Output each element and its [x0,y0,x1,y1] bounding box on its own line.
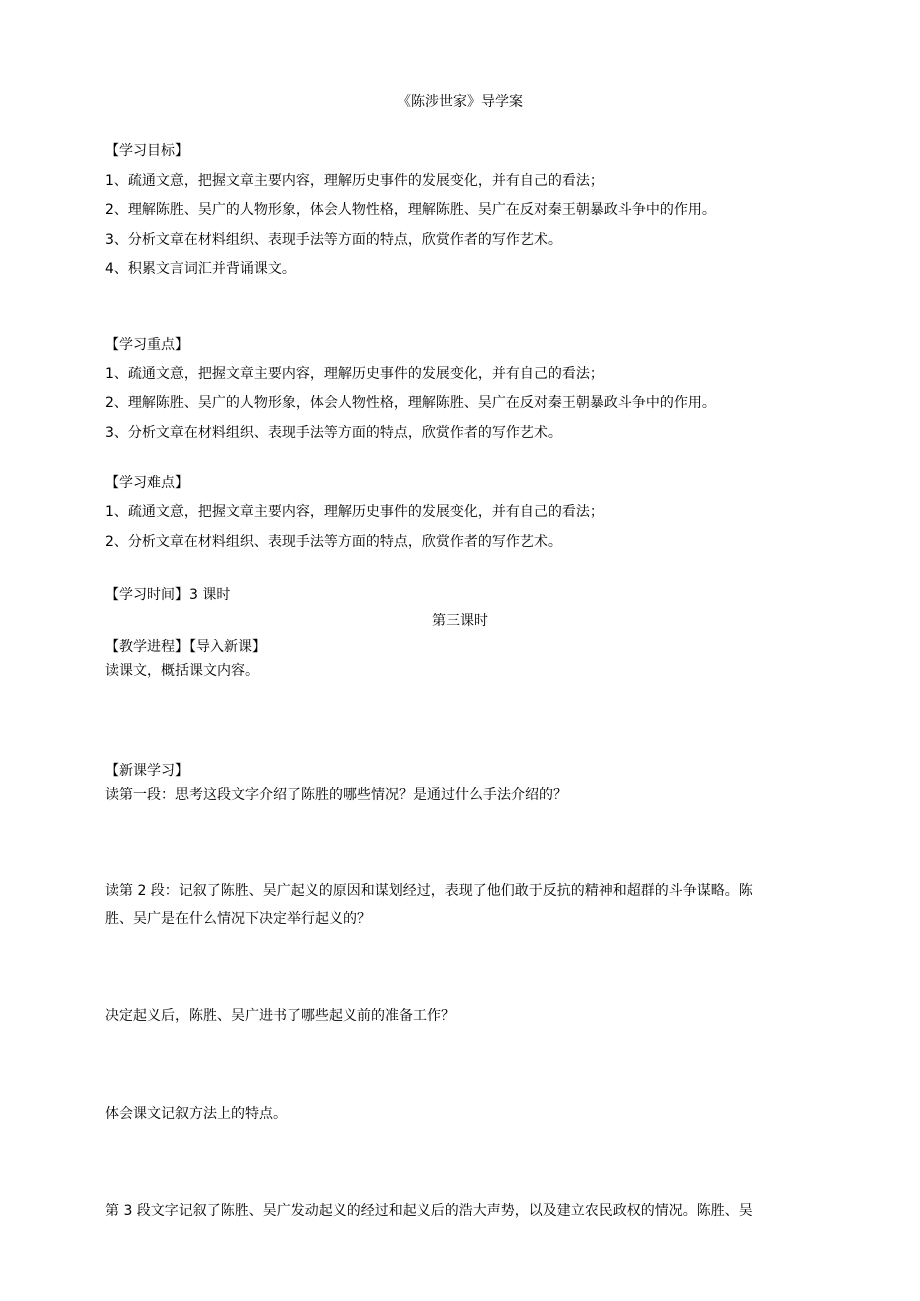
new-lesson-heading: 【新课学习】 [105,763,189,779]
question-3: 决定起义后，陈胜、吴广进书了哪些起义前的准备工作？ [105,1008,455,1024]
goals-item: 2、理解陈胜、吴广的人物形象，体会人物性格，理解陈胜、吴广在反对秦王朝暴政斗争中的作用。 [105,202,716,218]
question-4: 体会课文记叙方法上的特点。 [105,1106,287,1122]
study-time: 【学习时间】3 课时 [105,587,231,603]
keypoints-heading: 【学习重点】 [105,337,189,353]
goals-item: 4、积累文言词汇并背诵课文。 [105,261,296,277]
keypoints-item: 1、疏通文意，把握文章主要内容，理解历史事件的发展变化，并有自己的看法； [105,366,604,382]
goals-item: 3、分析文章在材料组织、表现手法等方面的特点，欣赏作者的写作艺术。 [105,232,562,248]
goals-heading: 【学习目标】 [105,143,189,159]
process-heading: 【教学进程】【导入新课】 [105,639,266,655]
goals-item: 1、疏通文意，把握文章主要内容，理解历史事件的发展变化，并有自己的看法； [105,173,604,189]
question-5: 第 3 段文字记叙了陈胜、吴广发动起义的经过和起义后的浩大声势，以及建立农民政权的情况。陈胜、吴 [105,1203,753,1219]
question-1: 读第一段：思考这段文字介绍了陈胜的哪些情况？是通过什么手法介绍的？ [105,787,567,803]
keypoints-item: 2、理解陈胜、吴广的人物形象，体会人物性格，理解陈胜、吴广在反对秦王朝暴政斗争中的作用。 [105,395,716,411]
difficulties-item: 2、分析文章在材料组织、表现手法等方面的特点，欣赏作者的写作艺术。 [105,534,562,550]
question-2-line-1: 读第 2 段：记叙了陈胜、吴广起义的原因和谋划经过，表现了他们敢于反抗的精神和超群的斗争谋略。陈 [105,883,753,899]
document-title: 《陈涉世家》导学案 [397,94,523,110]
lesson-title: 第三课时 [432,613,488,629]
keypoints-item: 3、分析文章在材料组织、表现手法等方面的特点，欣赏作者的写作艺术。 [105,425,562,441]
question-2-line-2: 胜、吴广是在什么情况下决定举行起义的？ [105,911,371,927]
difficulties-heading: 【学习难点】 [105,475,189,491]
process-intro: 读课文，概括课文内容。 [105,663,259,679]
difficulties-item: 1、疏通文意，把握文章主要内容，理解历史事件的发展变化，并有自己的看法； [105,504,604,520]
